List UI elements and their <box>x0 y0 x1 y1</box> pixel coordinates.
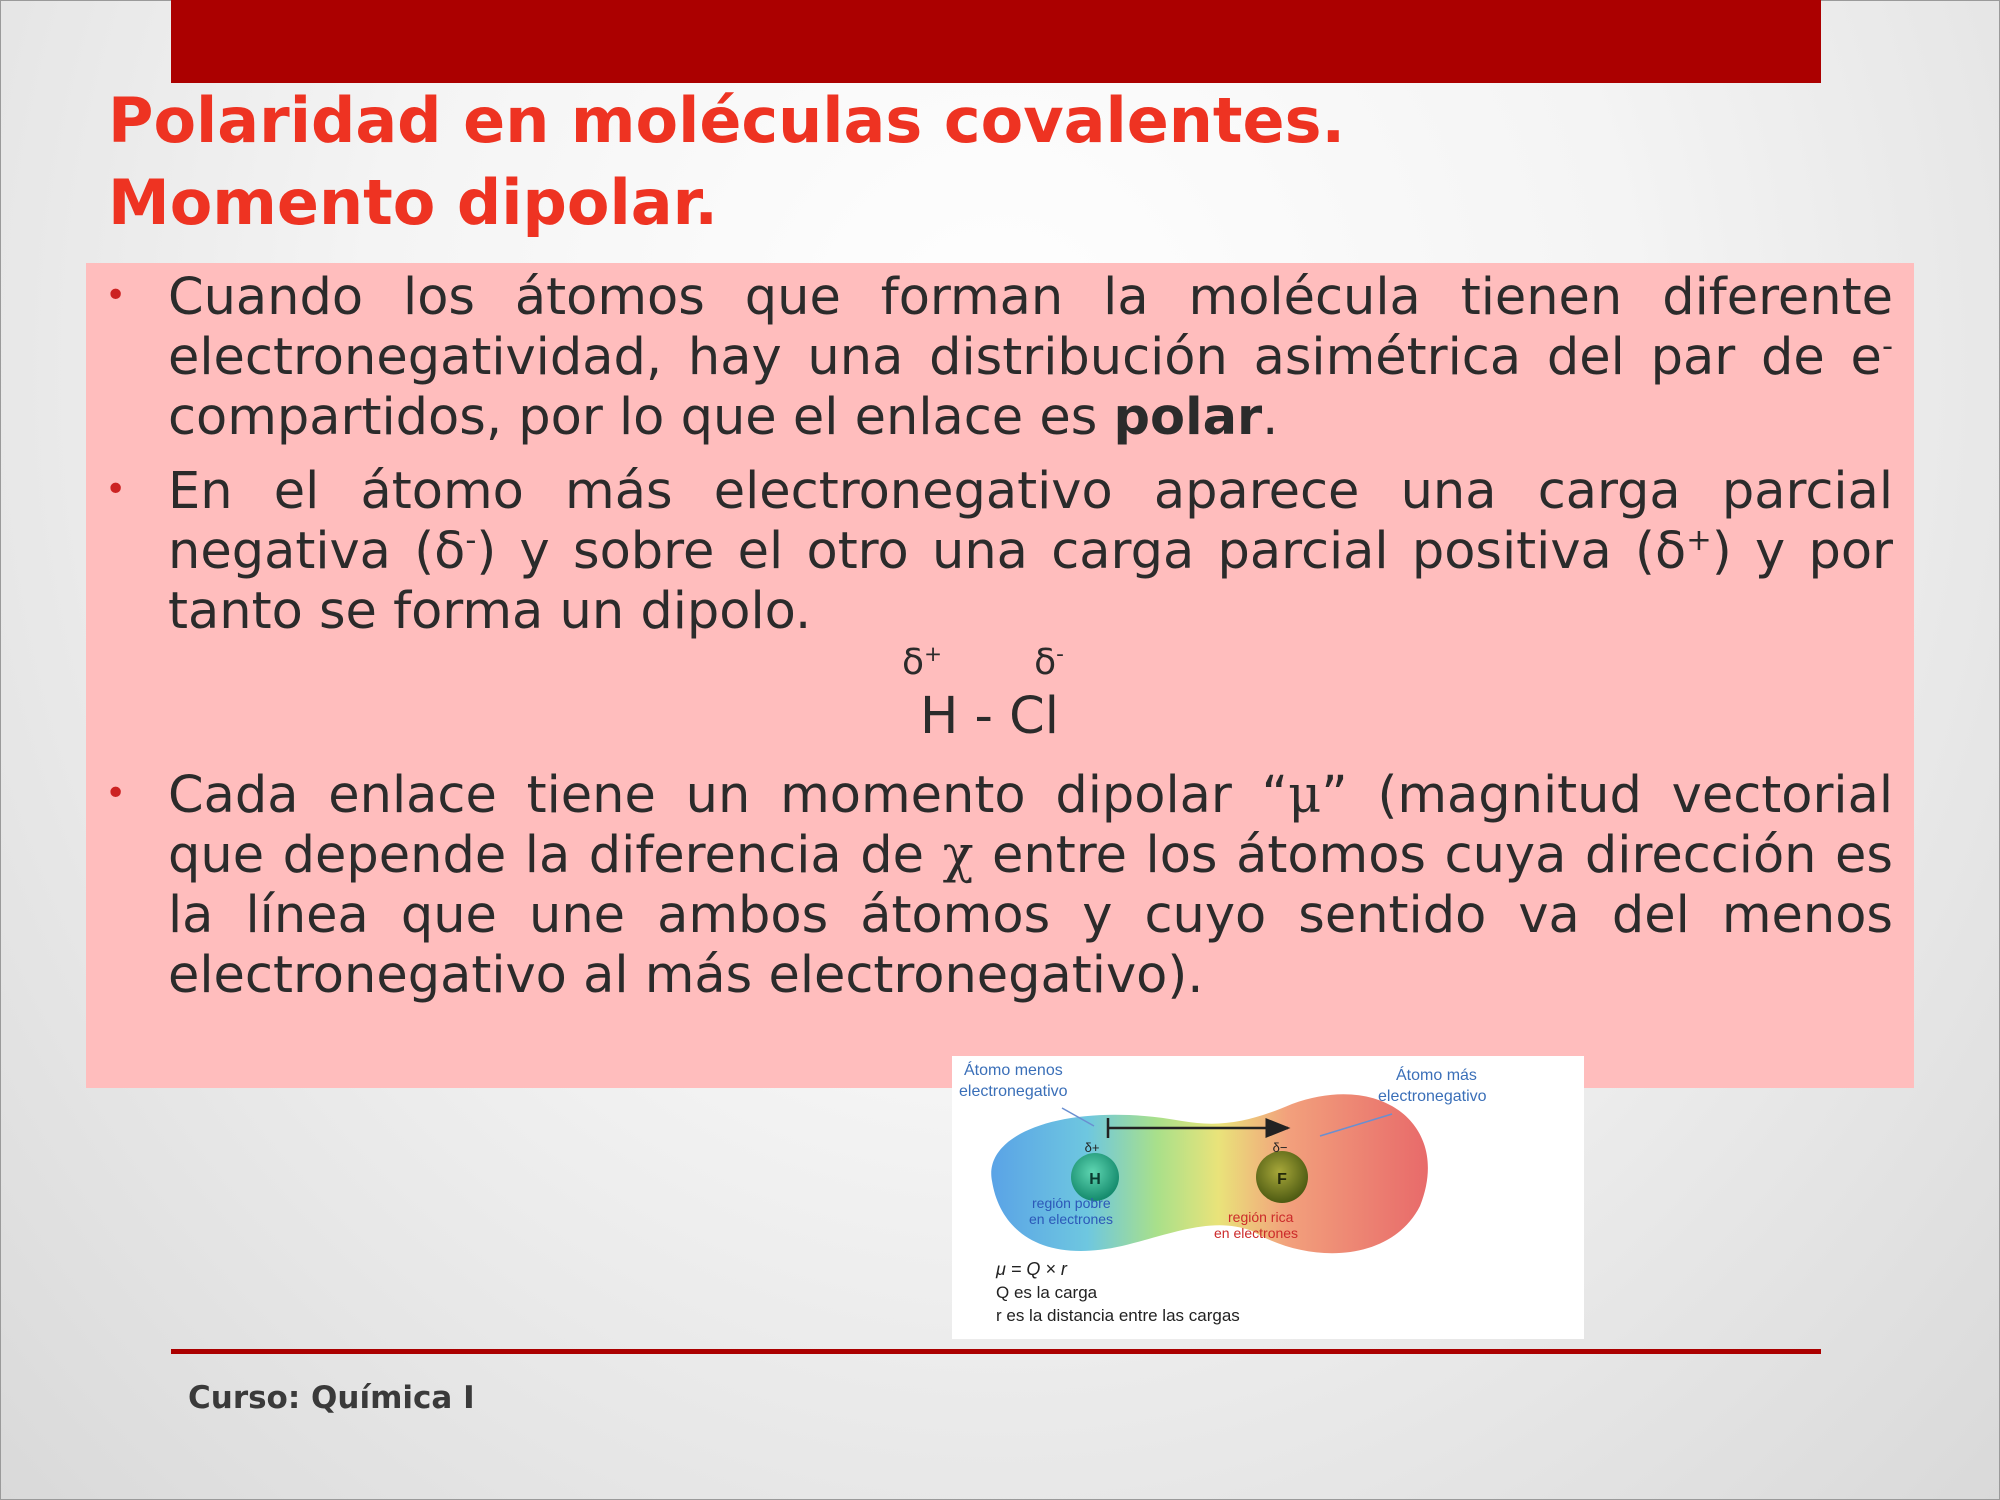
dipole-diagram <box>952 1056 1584 1339</box>
partial-charges <box>902 642 1064 683</box>
bullet-dot-icon: • <box>105 275 127 316</box>
title-line-1: Polaridad en moléculas covalentes. <box>108 84 1346 157</box>
bullet-text: Cuando los átomos que forman la molécula tienen diferente electronegatividad, hay una distribución asimétrica del par de e <box>168 268 1893 387</box>
delta-plus-label: δ+ <box>1084 1140 1100 1155</box>
bullet-text: Cada enlace tiene un momento dipolar “ <box>168 766 1289 825</box>
bullet-text: ) y sobre el otro una carga parcial positiva (δ <box>476 522 1687 581</box>
slide-title <box>108 80 1808 244</box>
superscript: - <box>465 523 477 558</box>
region-rich-label: en electrones <box>1214 1225 1299 1241</box>
region-poor-label: en electrones <box>1029 1211 1114 1227</box>
bullet-item <box>105 766 1893 1006</box>
label-more-electroneg: electronegativo <box>1378 1088 1487 1105</box>
course-footer: Curso: Química I <box>188 1380 475 1416</box>
label-less-electroneg: electronegativo <box>959 1083 1068 1100</box>
bullet-list <box>105 268 1893 1006</box>
bullet-text: ” (magnitud vectorial que depende la diferencia de <box>168 766 1894 885</box>
bold-term: polar <box>1113 388 1263 447</box>
bullet-text: ) y por tanto se forma un dipolo. <box>168 522 1894 641</box>
superscript: + <box>1686 523 1712 558</box>
charge-cl: δ- <box>1034 642 1064 683</box>
footer-divider <box>171 1349 1821 1354</box>
charge-h: δ+ <box>902 642 943 683</box>
bullet-text: compartidos, por lo que el enlace es <box>168 388 1114 447</box>
dipole-figure <box>952 1056 1584 1339</box>
label-less-electroneg: Átomo menos <box>964 1062 1063 1079</box>
equation-label: μ = Q × r <box>996 1259 1067 1279</box>
atom-f-label: F <box>1277 1171 1287 1188</box>
mu-symbol: μ <box>1288 766 1322 825</box>
title-line-2: Momento dipolar. <box>108 166 718 239</box>
superscript: - <box>1881 329 1893 364</box>
region-rich-label: región rica <box>1228 1209 1294 1225</box>
q-note: Q es la carga <box>996 1283 1098 1302</box>
bullet-dot-icon: • <box>105 773 127 814</box>
molecule-label: H - Cl <box>920 687 1059 746</box>
bullet-dot-icon: • <box>105 469 127 510</box>
bullet-item <box>105 268 1893 448</box>
bullet-text: entre los átomos cuya dirección es la línea que une ambos átomos y cuyo sentido va del menos electronegativo al más electronegativo). <box>168 826 1893 1005</box>
label-more-electroneg: Átomo más <box>1396 1067 1477 1084</box>
region-poor-label: región pobre <box>1032 1195 1111 1211</box>
delta-minus-label: δ− <box>1272 1140 1288 1155</box>
chi-symbol: χ <box>942 826 974 885</box>
bullet-item <box>105 462 1893 642</box>
top-accent-bar <box>171 0 1821 83</box>
electron-cloud <box>991 1094 1428 1253</box>
hcl-formula <box>105 642 1893 766</box>
bullet-text: . <box>1262 388 1279 447</box>
bullet-text: En el átomo más electronegativo aparece una carga parcial negativa (δ <box>168 462 1893 581</box>
r-note: r es la distancia entre las cargas <box>996 1306 1240 1325</box>
atom-h-label: H <box>1089 1171 1101 1188</box>
